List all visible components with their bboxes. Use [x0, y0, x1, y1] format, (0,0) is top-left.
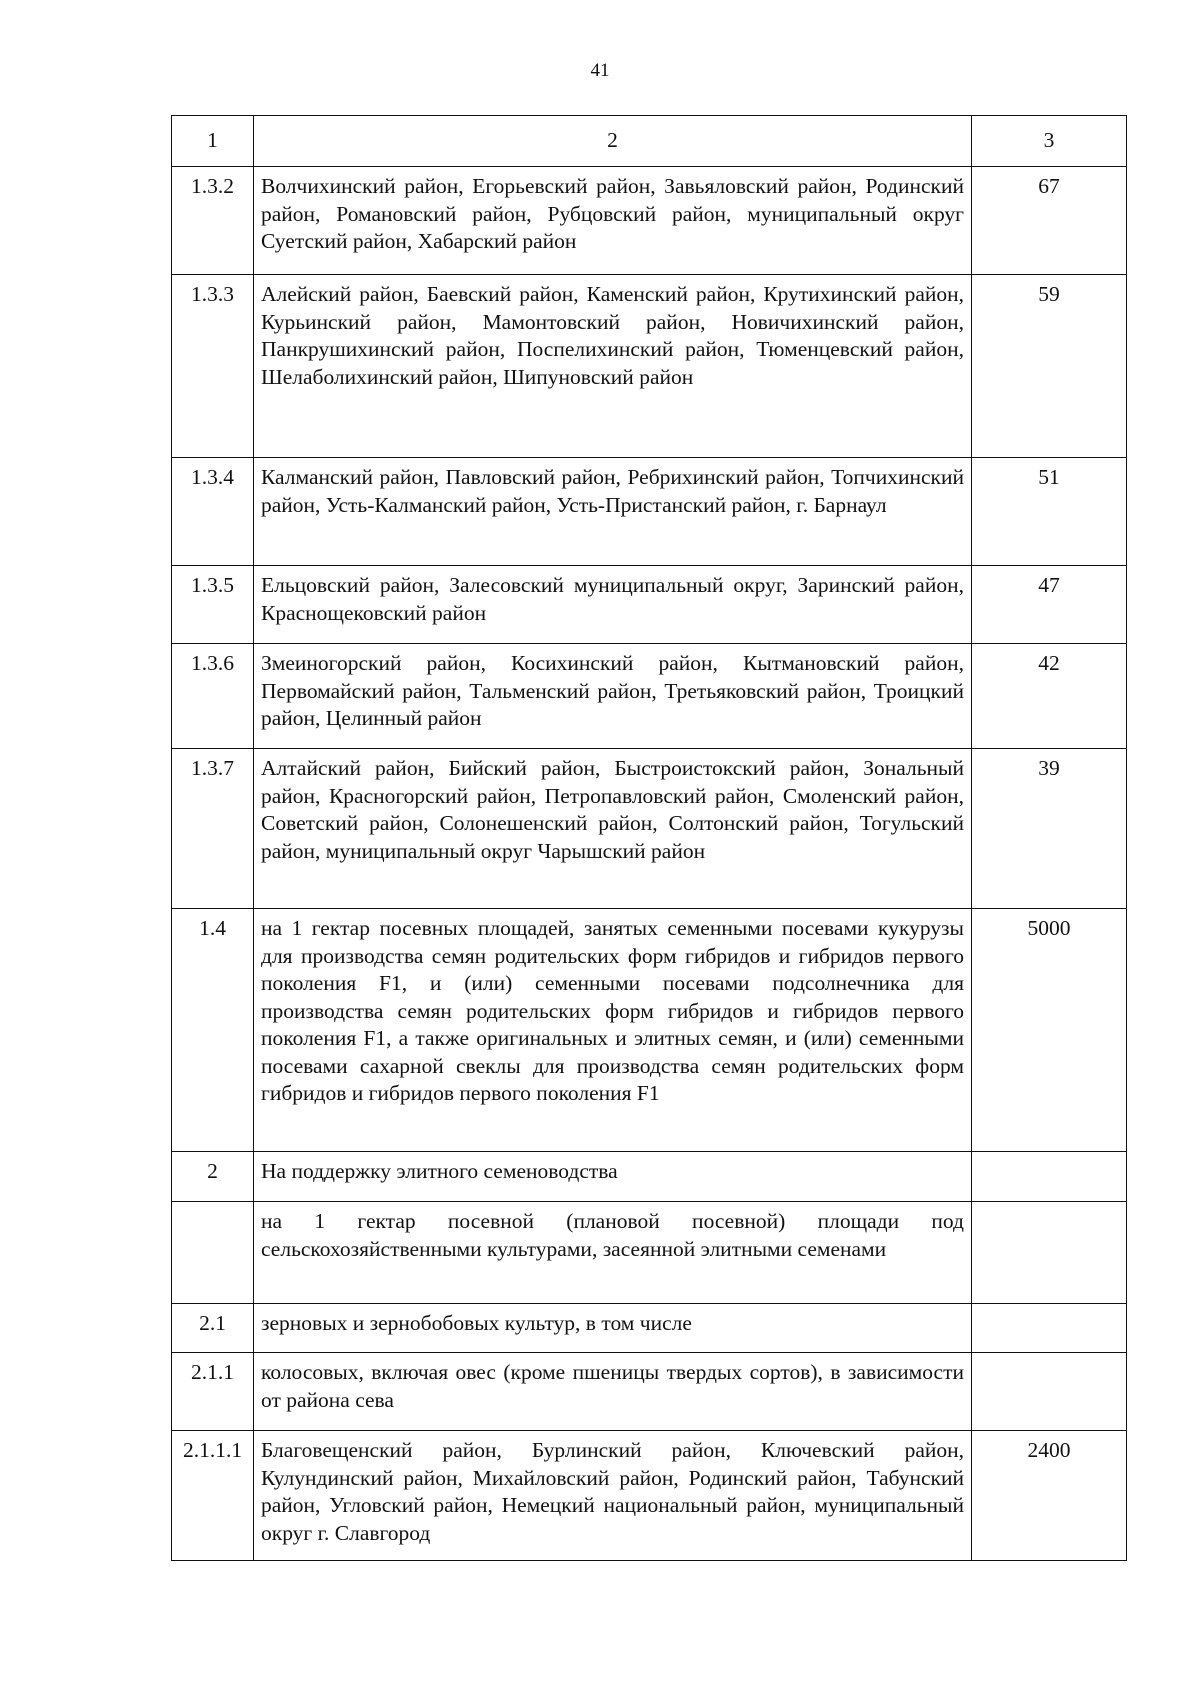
row-value: 47 — [972, 566, 1127, 644]
row-number: 1.3.5 — [172, 566, 254, 644]
row-text: Калманский район, Павловский район, Ребрихинский район, Топчихинский район, Усть-Калманский район, Усть-Пристанский район, г. Барнаул — [254, 458, 972, 566]
row-text: зерновых и зернобобовых культур, в том числе — [254, 1304, 972, 1353]
row-number: 1.3.3 — [172, 275, 254, 458]
row-text: Змеиногорский район, Косихинский район, Кытмановский район, Первомайский район, Тальменский район, Третьяковский район, Троицкий район, Целинный район — [254, 644, 972, 749]
row-number: 2 — [172, 1152, 254, 1202]
table-row — [172, 458, 1127, 566]
row-value: 39 — [972, 749, 1127, 909]
row-text: На поддержку элитного семеноводства — [254, 1152, 972, 1202]
table-row — [172, 909, 1127, 1152]
table-row — [172, 1353, 1127, 1431]
row-value — [972, 1202, 1127, 1304]
header-col-2: 2 — [254, 116, 972, 167]
row-number: 1.3.4 — [172, 458, 254, 566]
row-value: 67 — [972, 167, 1127, 275]
row-value: 2400 — [972, 1431, 1127, 1561]
row-text: на 1 гектар посевной (плановой посевной) площади под сельскохозяйственными культурами, засеянной элитными семенами — [254, 1202, 972, 1304]
table-row — [172, 566, 1127, 644]
table-row — [172, 275, 1127, 458]
row-value — [972, 1353, 1127, 1431]
table-row — [172, 749, 1127, 909]
row-value: 59 — [972, 275, 1127, 458]
row-number: 2.1.1 — [172, 1353, 254, 1431]
row-text: Благовещенский район, Бурлинский район, Ключевский район, Кулундинский район, Михайловский район, Родинский район, Табунский район, Угловский район, Немецкий национальный район, муниципальный округ г. Славгород — [254, 1431, 972, 1561]
row-text: Алтайский район, Бийский район, Быстроистокский район, Зональный район, Красногорский район, Петропавловский район, Смоленский район, Советский район, Солонешенский район, Солтонский район, Тогульский район, муниципальный округ Чарышский район — [254, 749, 972, 909]
row-text: на 1 гектар посевных площадей, занятых семенными посевами кукурузы для производства семян родительских форм гибридов и гибридов первого поколения F1, и (или) семенными посевами подсолнечника для производства семян родительских форм гибридов и гибридов первого поколения F1, а также оригинальных и элитных семян, и (или) семенными посевами сахарной свеклы для производства семян родительских форм гибридов и гибридов первого поколения F1 — [254, 909, 972, 1152]
row-value: 42 — [972, 644, 1127, 749]
row-text: Волчихинский район, Егорьевский район, Завьяловский район, Родинский район, Романовский район, Рубцовский район, муниципальный округ Суетский район, Хабарский район — [254, 167, 972, 275]
table-header-row — [172, 116, 1127, 167]
row-number: 1.3.2 — [172, 167, 254, 275]
header-col-1: 1 — [172, 116, 254, 167]
row-number: 1.3.6 — [172, 644, 254, 749]
row-value: 51 — [972, 458, 1127, 566]
row-number: 2.1 — [172, 1304, 254, 1353]
page-number: 41 — [590, 60, 610, 81]
table-row — [172, 167, 1127, 275]
row-number: 1.3.7 — [172, 749, 254, 909]
row-value — [972, 1304, 1127, 1353]
row-number: 1.4 — [172, 909, 254, 1152]
table-row — [172, 1431, 1127, 1561]
subsidy-rates-table — [171, 115, 1127, 1561]
row-value: 5000 — [972, 909, 1127, 1152]
row-number: 2.1.1.1 — [172, 1431, 254, 1561]
table-row — [172, 1152, 1127, 1202]
row-text: колосовых, включая овес (кроме пшеницы твердых сортов), в зависимости от района сева — [254, 1353, 972, 1431]
row-text: Алейский район, Баевский район, Каменский район, Крутихинский район, Курьинский район, Мамонтовский район, Новичихинский район, Панкрушихинский район, Поспелихинский район, Тюменцевский район, Шелаболихинский район, Шипуновский район — [254, 275, 972, 458]
row-number — [172, 1202, 254, 1304]
row-value — [972, 1152, 1127, 1202]
table-row — [172, 1202, 1127, 1304]
table-row — [172, 1304, 1127, 1353]
row-text: Ельцовский район, Залесовский муниципальный округ, Заринский район, Краснощековский район — [254, 566, 972, 644]
table-row — [172, 644, 1127, 749]
header-col-3: 3 — [972, 116, 1127, 167]
